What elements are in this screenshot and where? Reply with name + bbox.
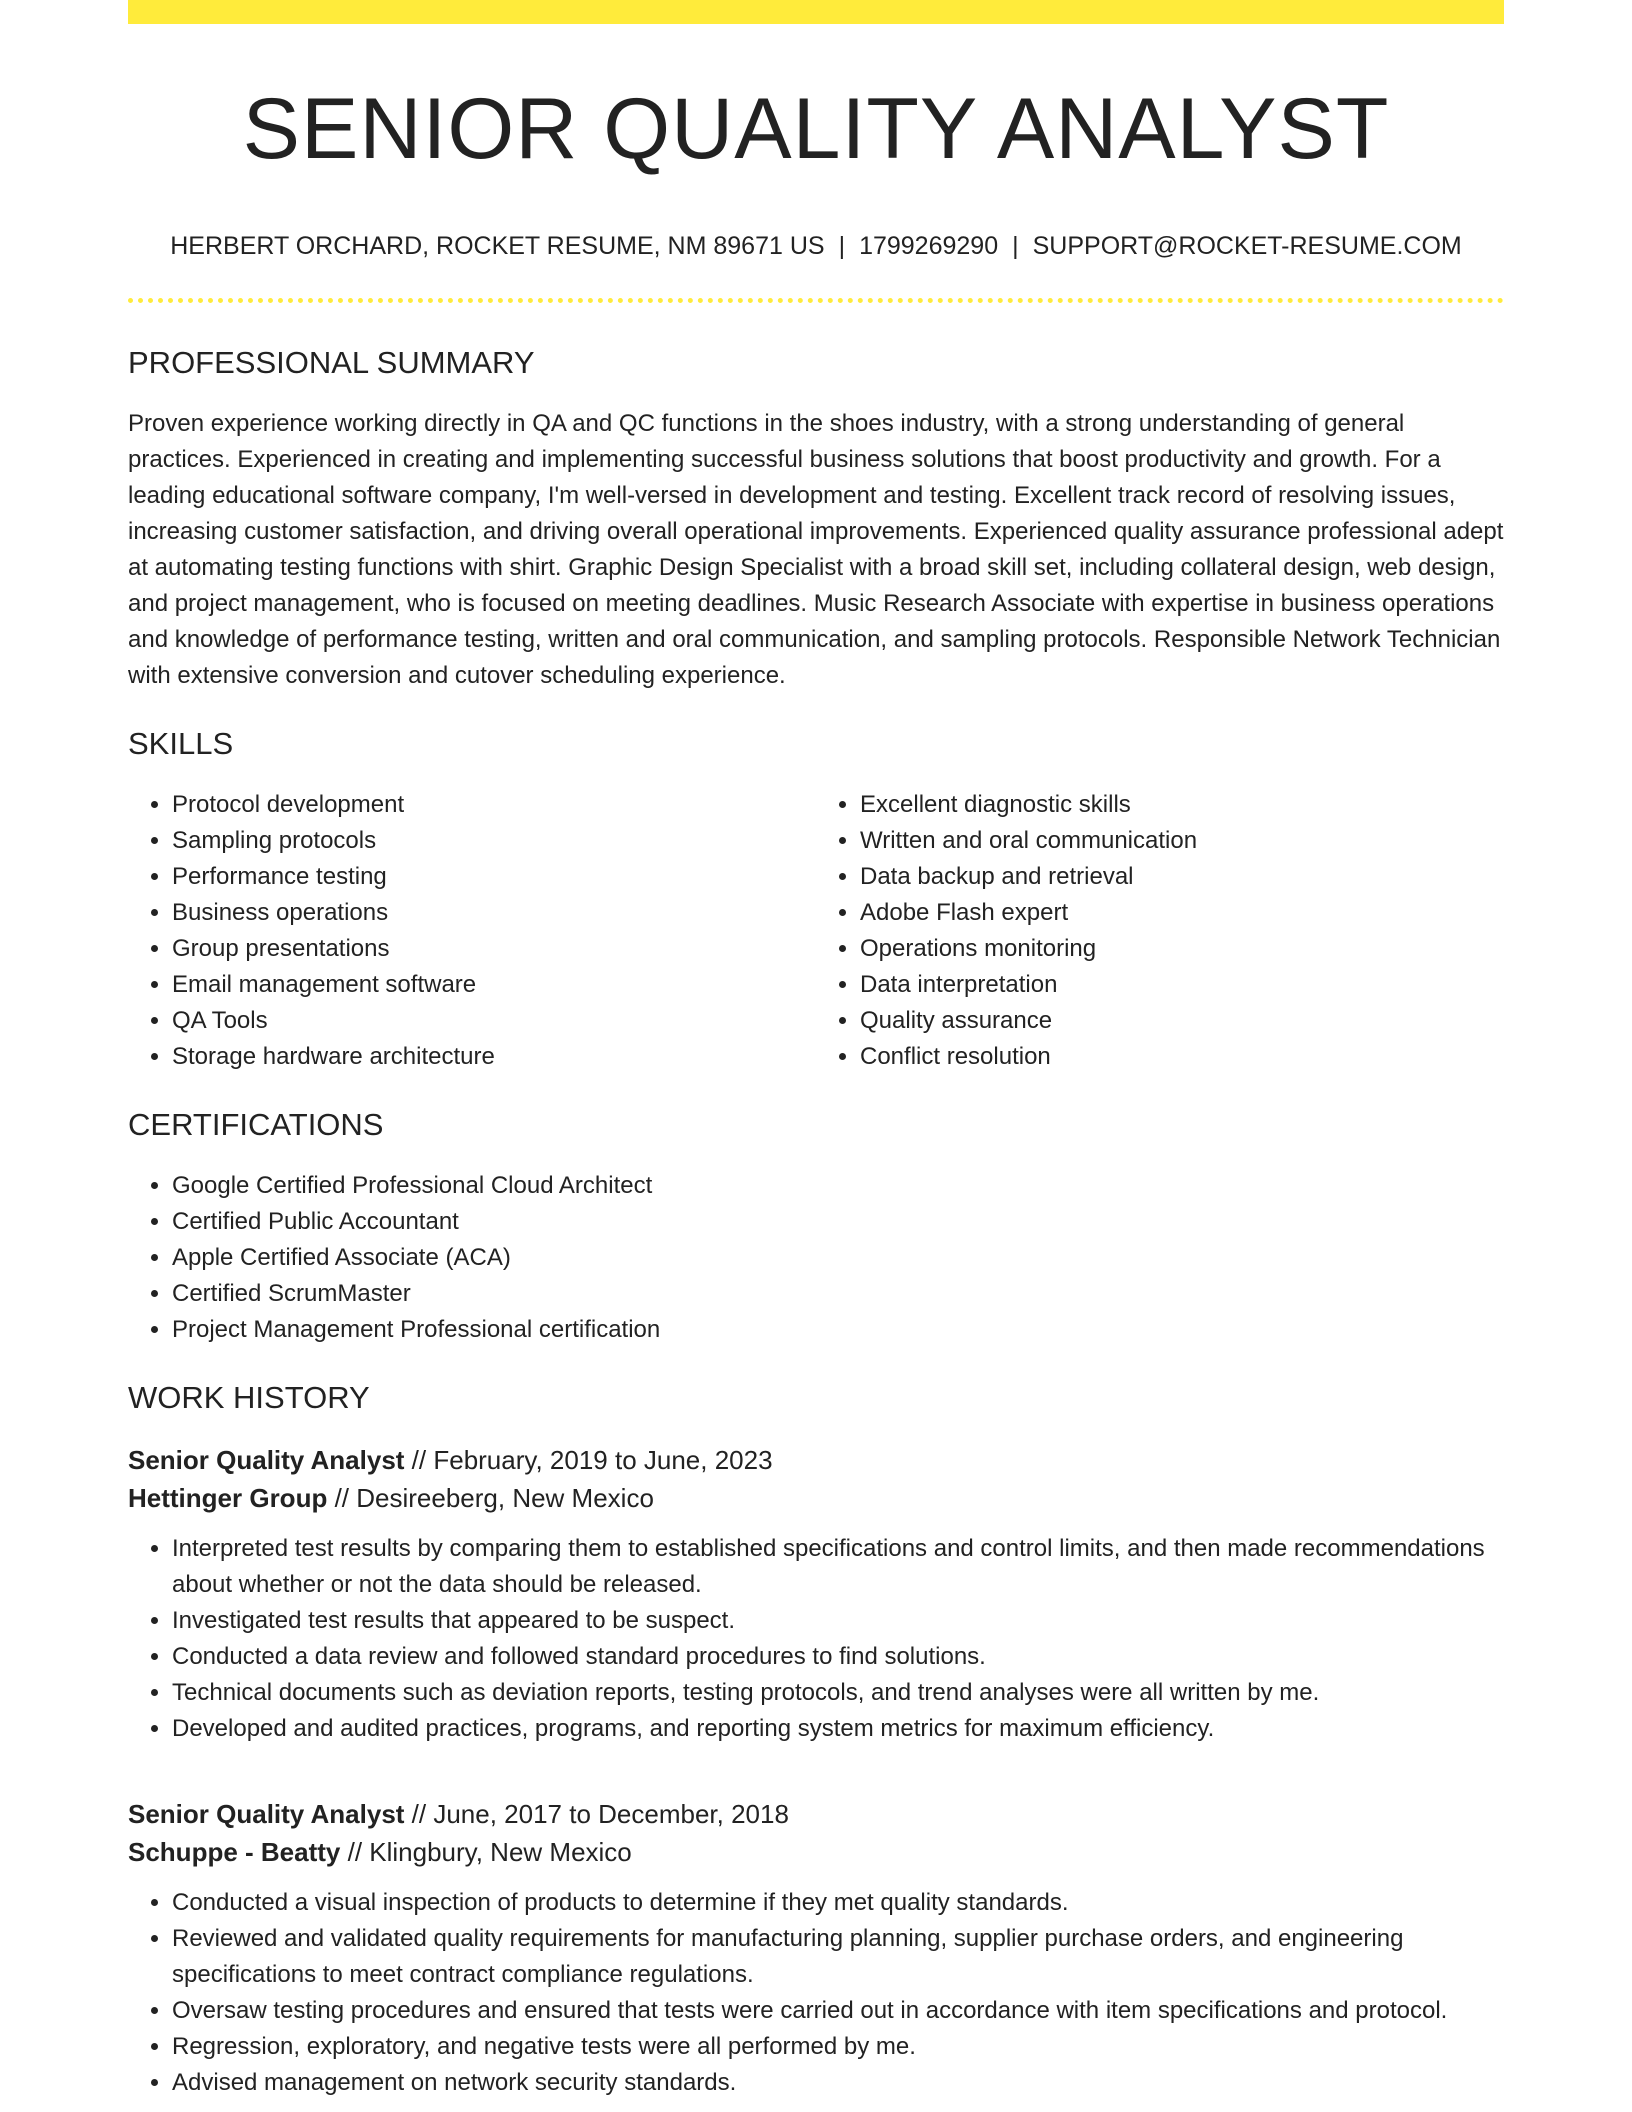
accent-top-bar xyxy=(128,0,1504,24)
resume-page xyxy=(128,0,1504,2101)
contact-line xyxy=(128,234,1504,259)
job-company-line xyxy=(128,1479,1504,1517)
job-bullet: • Investigated test results that appeared to be suspect. xyxy=(172,1603,1504,1639)
skill-item: • QA Tools xyxy=(172,1003,816,1039)
certifications-heading: CERTIFICATIONS xyxy=(128,1107,384,1142)
job-entry xyxy=(128,1795,1504,2101)
skills-list xyxy=(128,787,1504,1075)
job-location: // Desireeberg, New Mexico xyxy=(327,1483,654,1513)
skill-item: • Operations monitoring xyxy=(860,931,1504,967)
skill-item: • Excellent diagnostic skills xyxy=(860,787,1504,823)
contact-email: SUPPORT@ROCKET-RESUME.COM xyxy=(1032,232,1462,260)
certification-item: • Google Certified Professional Cloud Architect xyxy=(172,1168,1504,1204)
job-bullet: • Oversaw testing procedures and ensured that tests were carried out in accordance with item specifications and protocol. xyxy=(172,1993,1504,2029)
skill-item: • Business operations xyxy=(172,895,816,931)
job-company: Schuppe - Beatty xyxy=(128,1837,341,1867)
dotted-divider xyxy=(128,298,1504,303)
skill-item: • Written and oral communication xyxy=(860,823,1504,859)
skill-item: • Performance testing xyxy=(172,859,816,895)
skills-heading: SKILLS xyxy=(128,726,234,761)
skill-item: • Adobe Flash expert xyxy=(860,895,1504,931)
job-title: Senior Quality Analyst xyxy=(128,1799,405,1829)
skill-item: • Protocol development xyxy=(172,787,816,823)
certification-item: • Project Management Professional certification xyxy=(172,1312,1504,1348)
certification-item: • Certified ScrumMaster xyxy=(172,1276,1504,1312)
summary-text: Proven experience working directly in QA and QC functions in the shoes industry, with a strong understanding of general practices. Experienced in creating and implementing successful business solutions that boost productivity and growth. For a leading educational software company, I'm well-versed in development and testing. Excellent track record of resolving issues, increasing customer satisfaction, and driving overall operational improvements. Experienced quality assurance professional adept at automating testing functions with shirt. Graphic Design Specialist with a broad skill set, including collateral design, web design, and project management, who is focused on meeting deadlines. Music Research Associate with expertise in business operations and knowledge of performance testing, written and oral communication, and sampling protocols. Responsible Network Technician with extensive conversion and cutover scheduling experience. xyxy=(128,410,1504,689)
job-bullets xyxy=(128,1885,1504,2101)
job-bullet: • Advised management on network security standards. xyxy=(172,2065,1504,2101)
skill-item: • Quality assurance xyxy=(860,1003,1504,1039)
skill-item: • Group presentations xyxy=(172,931,816,967)
job-bullet: • Developed and audited practices, programs, and reporting system metrics for maximum efficiency. xyxy=(172,1711,1504,1747)
job-dates: // June, 2017 to December, 2018 xyxy=(404,1799,789,1829)
skill-item: • Conflict resolution xyxy=(860,1039,1504,1075)
job-dates: // February, 2019 to June, 2023 xyxy=(404,1445,773,1475)
job-bullet: • Technical documents such as deviation reports, testing protocols, and trend analyses were all written by me. xyxy=(172,1675,1504,1711)
resume-title: SENIOR QUALITY ANALYST xyxy=(242,81,1390,177)
skill-item: • Data interpretation xyxy=(860,967,1504,1003)
contact-separator: | xyxy=(1012,232,1019,260)
certification-item: • Apple Certified Associate (ACA) xyxy=(172,1240,1504,1276)
job-bullet: • Conducted a visual inspection of products to determine if they met quality standards. xyxy=(172,1885,1504,1921)
job-company-line xyxy=(128,1833,1504,1871)
job-entry xyxy=(128,1441,1504,1747)
contact-phone: 1799269290 xyxy=(859,232,999,260)
job-location: // Klingbury, New Mexico xyxy=(340,1837,632,1867)
skill-item: • Data backup and retrieval xyxy=(860,859,1504,895)
job-company: Hettinger Group xyxy=(128,1483,328,1513)
certifications-list xyxy=(128,1168,1504,1348)
work-history-heading: WORK HISTORY xyxy=(128,1380,370,1415)
skill-item: • Sampling protocols xyxy=(172,823,816,859)
job-title-line xyxy=(128,1795,1504,1833)
job-bullet: • Reviewed and validated quality requirements for manufacturing planning, supplier purchase orders, and engineering specifications to meet contract compliance regulations. xyxy=(172,1921,1504,1993)
skills-column-left xyxy=(128,787,816,1075)
contact-separator: | xyxy=(838,232,846,260)
certification-item: • Certified Public Accountant xyxy=(172,1204,1504,1240)
job-title-line xyxy=(128,1441,1504,1479)
skills-column-right xyxy=(816,787,1504,1075)
summary-heading: PROFESSIONAL SUMMARY xyxy=(128,345,535,380)
job-bullet: • Conducted a data review and followed standard procedures to find solutions. xyxy=(172,1639,1504,1675)
job-bullets xyxy=(128,1531,1504,1747)
skill-item: • Email management software xyxy=(172,967,816,1003)
job-title: Senior Quality Analyst xyxy=(128,1445,405,1475)
job-bullet: • Interpreted test results by comparing them to established specifications and control limits, and then made recommendations about whether or not the data should be released. xyxy=(172,1531,1504,1603)
skill-item: • Storage hardware architecture xyxy=(172,1039,816,1075)
job-bullet: • Regression, exploratory, and negative tests were all performed by me. xyxy=(172,2029,1504,2065)
contact-address: HERBERT ORCHARD, ROCKET RESUME, NM 89671 US xyxy=(170,232,825,260)
